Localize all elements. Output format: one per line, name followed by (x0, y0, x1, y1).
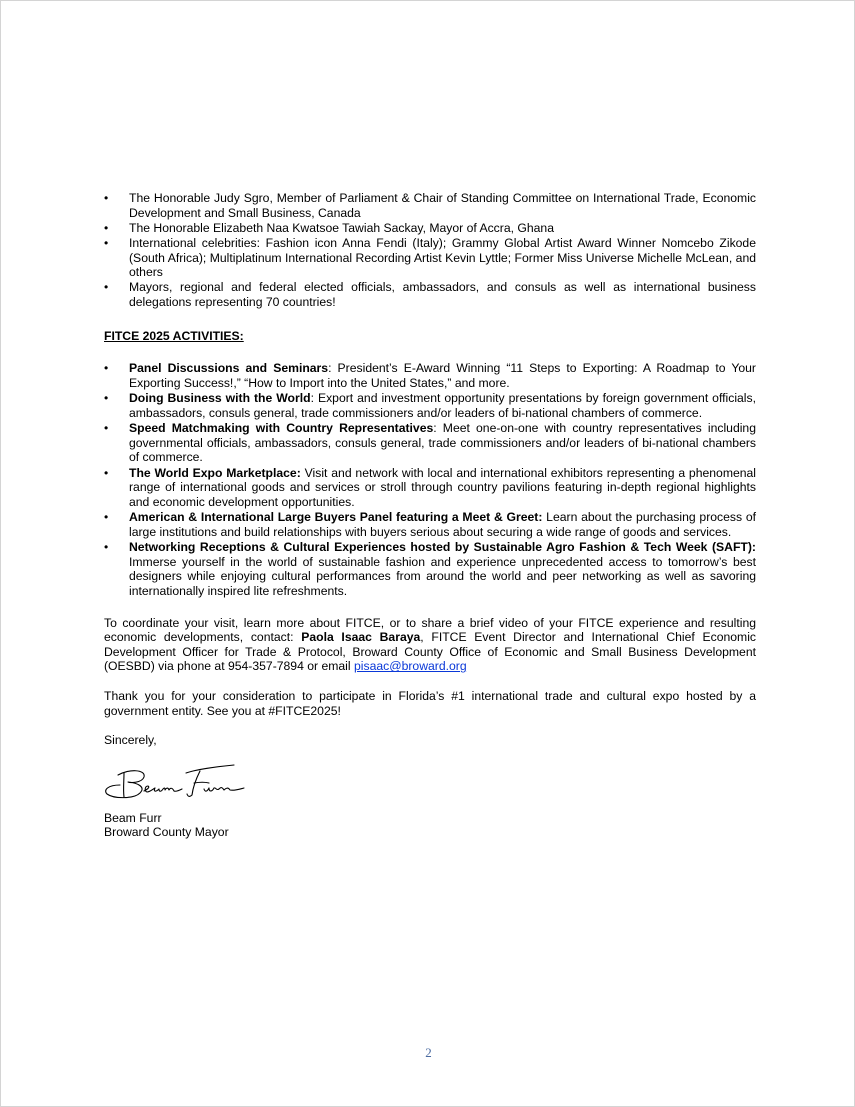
activities-heading: FITCE 2025 ACTIVITIES: (104, 328, 244, 343)
contact-paragraph: To coordinate your visit, learn more about FITCE, or to share a brief video of your FITCE experience and resulting economic developments, contact: Paola Isaac Baraya, FITCE Event Director and International Chief Economic Development Officer for Trade & Protocol, Broward County Office of Economic and Small Business Development (OESBD) via phone at 954-357-7894 or email pisaac@broward.org (104, 615, 756, 674)
list-item: • The Honorable Elizabeth Naa Kwatsoe Tawiah Sackay, Mayor of Accra, Ghana (104, 221, 756, 236)
list-item: • Speed Matchmaking with Country Representatives: Meet one-on-one with country representatives including governmental officials, ambassadors, consuls general, trade commissioners and/or leaders of bi-national chambers of commerce. (104, 421, 756, 465)
list-item: • Panel Discussions and Seminars: President’s E-Award Winning “11 Steps to Exporting: A Roadmap to Your Exporting Success!,” “How to Import into the United States,” and more. (104, 361, 756, 390)
list-item: • Mayors, regional and federal elected officials, ambassadors, and consuls as well as international business delegations representing 70 countries! (104, 280, 756, 309)
signer-name: Beam Furr (104, 810, 162, 825)
activity-text: President’s E-Award Winning “11 Steps to Exporting: A Roadmap to Your Exporting Success!,” “How to Import into the United States,” and more. (129, 361, 756, 390)
contact-name: Paola Isaac Baraya (301, 630, 421, 645)
signature-image (104, 761, 756, 807)
activity-text: Meet one-on-one with country representatives including governmental officials, ambassadors, consuls general, trade commissioners and/or leaders of bi-national chambers of commerce. (129, 421, 756, 465)
activity-title: American & International Large Buyers Panel featuring a Meet & Greet: (129, 510, 543, 525)
activity-title: Panel Discussions and Seminars (129, 361, 329, 376)
list-item: • International celebrities: Fashion icon Anna Fendi (Italy); Grammy Global Artist Award Winner Nomcebo Zikode (South Africa); Multiplatinum International Recording Artist Kevin Lyttle; Former Miss Universe Michelle McLean, and others (104, 236, 756, 280)
activities-list (104, 361, 756, 598)
thanks-paragraph: Thank you for your consideration to participate in Florida’s #1 international trade and cultural expo hosted by a government entity. See you at #FITCE2025! (104, 688, 756, 718)
list-item (104, 466, 756, 510)
activity-text: Immerse yourself in the world of sustainable fashion and experience unprecedented access to tomorrow’s best designers while enjoying cultural performances from around the world and peer networking as well as savoring internationally inspired lite refreshments. (129, 554, 756, 599)
closing: Sincerely, (104, 733, 157, 748)
signer-block (104, 811, 756, 840)
activity-title: Networking Receptions & Cultural Experiences hosted by Sustainable Agro Fashion & Tech Week (SAFT): (129, 540, 756, 555)
letter-body (104, 191, 756, 840)
activity-text: Learn about the purchasing process of large institutions and build relationships with buyers serious about securing a wide range of goods and services. (129, 510, 757, 539)
activity-title: Doing Business with the World (129, 391, 311, 406)
activity-text: Visit and network with local and international exhibitors representing a phenomenal range of international goods and services or stroll through country pavilions featuring in-depth regional highlights and economic development opportunities. (129, 465, 757, 509)
list-item (104, 540, 756, 598)
activity-title: The World Expo Marketplace: (129, 465, 301, 480)
page-number: 2 (425, 1045, 432, 1060)
list-item: • Doing Business with the World: Export and investment opportunity presentations by foreign government officials, ambassadors, consuls general, trade commissioners and/or leaders of bi-national chambers of commerce. (104, 391, 756, 420)
list-item (104, 510, 756, 539)
dignitaries-list (104, 191, 756, 310)
activity-text: Export and investment opportunity presentations by foreign government officials, ambassadors, consuls general, trade commissioners and/or leaders of bi-national chambers of commerce. (129, 391, 756, 420)
signer-title: Broward County Mayor (104, 825, 229, 840)
email-link[interactable]: pisaac@broward.org (353, 659, 467, 674)
activity-title: Speed Matchmaking with Country Representatives (129, 421, 434, 436)
list-item: • The Honorable Judy Sgro, Member of Parliament & Chair of Standing Committee on International Trade, Economic Development and Small Business, Canada (104, 191, 756, 220)
